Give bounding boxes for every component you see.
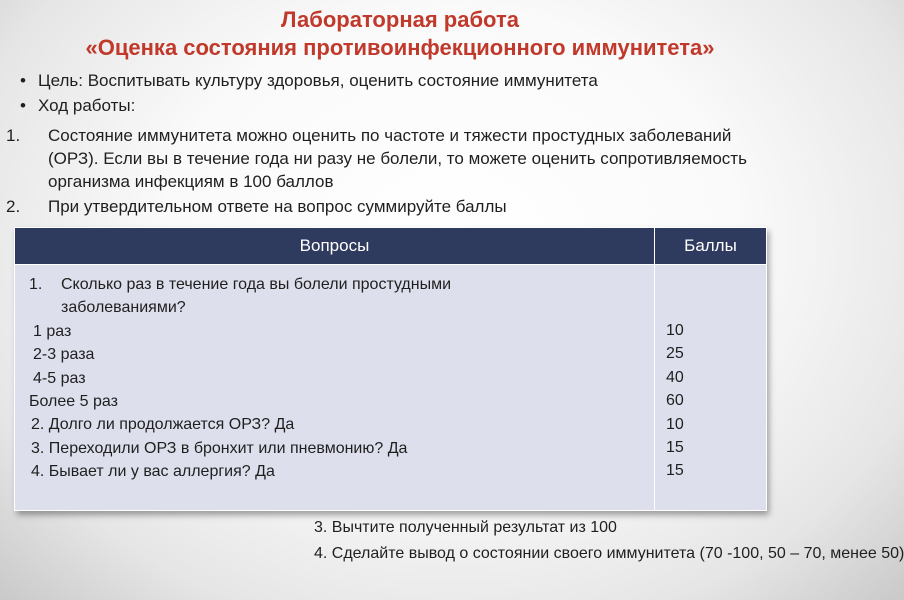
step-1	[6, 124, 776, 193]
bullet-marker: •	[20, 96, 26, 115]
points-value: 25	[666, 345, 684, 363]
option-once: 1 раз	[33, 322, 72, 340]
slide-title-line-1: Лабораторная работа	[281, 7, 519, 32]
question-1-number: 1.	[29, 276, 43, 293]
points-value: 60	[666, 392, 684, 410]
slide-title-line-2: «Оценка состояния противоинфекционного иммунитета»	[85, 35, 715, 60]
header-points: Баллы	[655, 228, 767, 265]
question-4: 4. Бывает ли у вас аллергия? Да	[31, 463, 275, 481]
step-2-number: 2.	[6, 197, 21, 216]
points-cell	[655, 265, 767, 511]
points-value: 10	[666, 322, 684, 339]
points-value: 40	[666, 368, 684, 386]
step-2	[6, 195, 776, 218]
question-1-line-1: Сколько раз в течение года вы болели простудными	[61, 276, 452, 293]
question-1-cont	[29, 296, 654, 319]
step-3-instruction: 3. Вычтите полученный результат из 100	[314, 519, 617, 536]
step-1-text: Состояние иммунитета можно оценить по частоте и тяжести простудных заболеваний (ОРЗ). Если вы в течение года ни разу не болели, то можете оценить сопротивляемость организма инфекциям в 100 баллов	[48, 126, 747, 191]
option-2-3: 2-3 раза	[33, 346, 95, 364]
question-1	[29, 273, 654, 296]
procedure-bullet	[20, 95, 135, 117]
bullet-marker: •	[20, 71, 26, 90]
points-value: 15	[666, 462, 684, 480]
questionnaire-table	[14, 227, 766, 511]
option-4-5: 4-5 раз	[33, 369, 86, 387]
points-value: 15	[666, 439, 684, 457]
procedure-text: Ход работы:	[38, 96, 136, 115]
header-questions: Вопросы	[15, 228, 655, 265]
step-2-text: При утвердительном ответе на вопрос суммируйте баллы	[48, 197, 507, 216]
step-1-number: 1.	[6, 126, 21, 145]
option-more-5: Более 5 раз	[29, 393, 118, 411]
question-2: 2. Долго ли продолжается ОРЗ? Да	[31, 416, 295, 434]
goal-text: Цель: Воспитывать культуру здоровья, оценить состояние иммунитета	[38, 71, 598, 90]
goal-bullet	[20, 70, 598, 92]
question-3: 3. Переходили ОРЗ в бронхит или пневмонию? Да	[31, 439, 408, 457]
points-value: 10	[666, 415, 684, 433]
question-1-line-2: заболеваниями?	[61, 299, 186, 317]
step-4-instruction: 4. Сделайте вывод о состоянии своего иммунитета (70 -100, 50 – 70, менее 50)	[314, 545, 904, 562]
questions-cell	[15, 265, 655, 511]
